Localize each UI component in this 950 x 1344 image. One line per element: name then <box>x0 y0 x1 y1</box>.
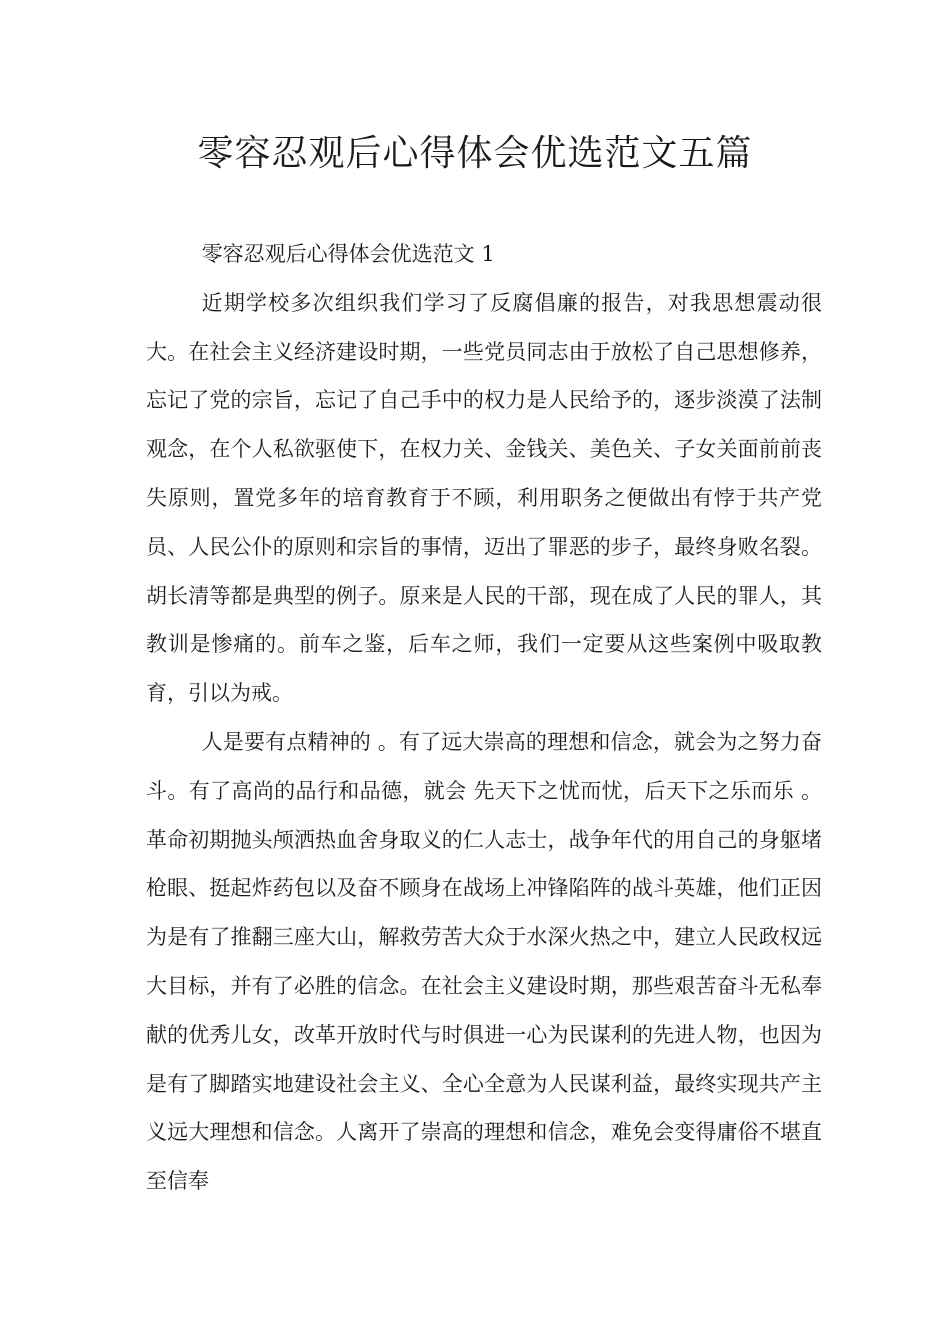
document-title: 零容忍观后心得体会优选范文五篇 <box>197 133 753 174</box>
section-heading: 零容忍观后心得体会优选范文 1 <box>201 242 495 266</box>
paragraph-2: 人是要有点精神的 。有了远大崇高的理想和信念，就会为之努力奋斗。有了高尚的品行和品德，就会 先天下之忧而忧，后天下之乐而乐 。革命初期抛头颅洒热血舍身取义的仁人志士，战争年代的用自己的身躯堵枪眼、挺起炸药包以及奋不顾身在战场上冲锋陷阵的战斗英雄，他们正因为是有了推翻三座大山，解救劳苦大众于水深火热之中，建立人民政权远大目标，并有了必胜的信念。在社会主义建设时期，那些艰苦奋斗无私奉献的优秀儿女，改革开放时代与时俱进一心为民谋利的先进人物，也因为是有了脚踏实地建设社会主义、全心全意为人民谋利益，最终实现共产主义远大理想和信念。人离开了崇高的理想和信念，难免会变得庸俗不堪直至信奉 <box>146 729 822 1194</box>
paragraph-1: 近期学校多次组织我们学习了反腐倡廉的报告，对我思想震动很大。在社会主义经济建设时期，一些党员同志由于放松了自己思想修养，忘记了党的宗旨，忘记了自己手中的权力是人民给予的，逐步淡漠了法制观念，在个人私欲驱使下，在权力关、金钱关、美色关、子女关面前前丧失原则，置党多年的培育教育于不顾，利用职务之便做出有悖于共产党员、人民公仆的原则和宗旨的事情，迈出了罪恶的步子，最终身败名裂。胡长清等都是典型的例子。原来是人民的干部，现在成了人民的罪人，其教训是惨痛的。前车之鉴，后车之师，我们一定要从这些案例中吸取教育，引以为戒。 <box>146 290 822 706</box>
document-body <box>146 230 822 1206</box>
